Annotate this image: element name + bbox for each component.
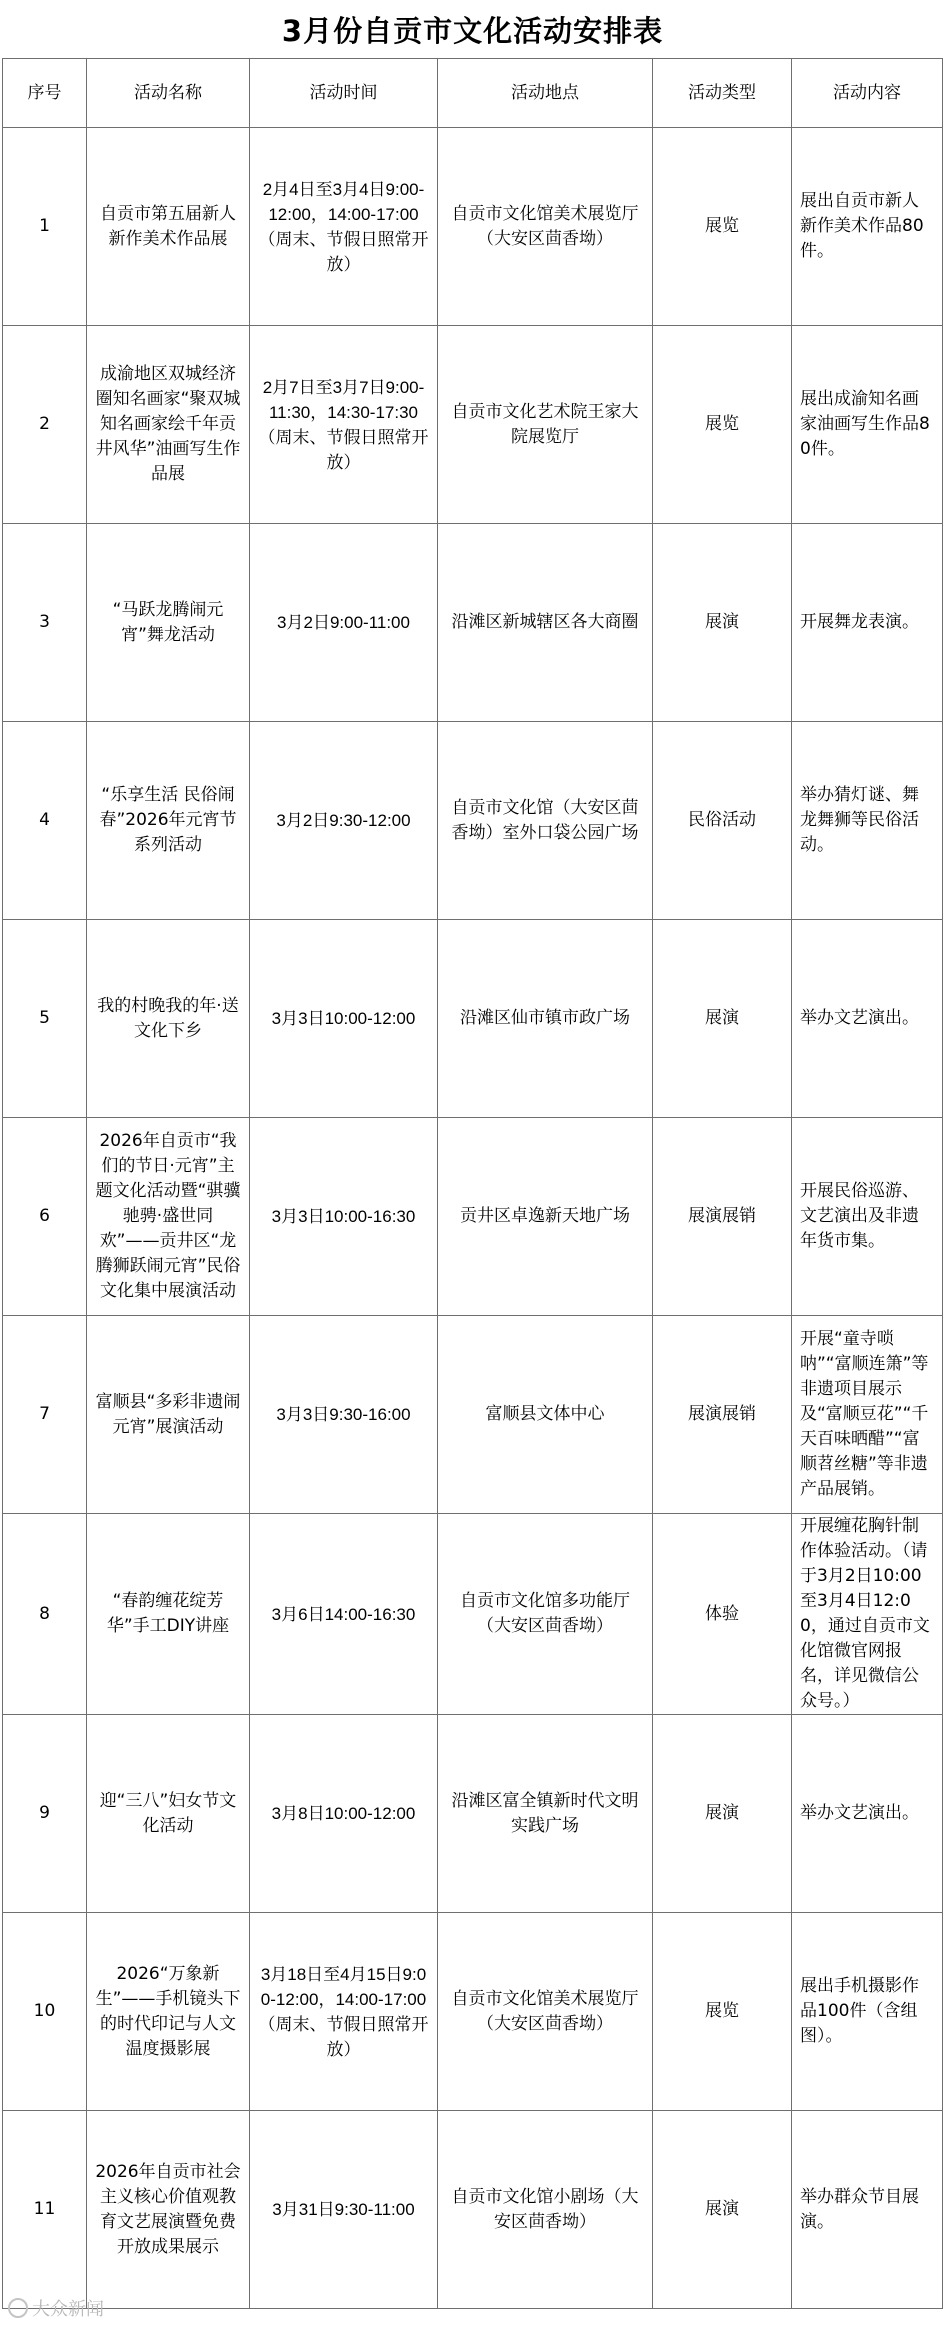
cell-activity-type: 展览: [653, 128, 792, 326]
table-row: [3, 722, 943, 920]
cell-no: 5: [3, 920, 87, 1118]
cell-activity-place: 自贡市文化馆（大安区茴香坳）室外口袋公园广场: [438, 722, 653, 920]
cell-activity-name: 成渝地区双城经济圈知名画家“聚双城知名画家绘千年贡井风华”油画写生作品展: [87, 326, 250, 524]
table-row: [3, 524, 943, 722]
schedule-table: [2, 58, 943, 2309]
cell-activity-content: 开展缠花胸针制作体验活动。（请于3月2日10:00至3月4日12:00，通过自贡市文化馆微官网报名，详见微信公众号。）: [792, 1514, 943, 1715]
cell-activity-time: 3月31日9:30-11:00: [250, 2111, 438, 2309]
table-row: [3, 1715, 943, 1913]
cell-no: 8: [3, 1514, 87, 1715]
cell-activity-time: 2月4日至3月4日9:00-12:00，14:00-17:00（周末、节假日照常开放）: [250, 128, 438, 326]
cell-activity-place: 沿滩区仙市镇市政广场: [438, 920, 653, 1118]
cell-no: 11: [3, 2111, 87, 2309]
cell-activity-place: 沿滩区富全镇新时代文明实践广场: [438, 1715, 653, 1913]
cell-no: 6: [3, 1118, 87, 1316]
cell-activity-time: 3月6日14:00-16:30: [250, 1514, 438, 1715]
cell-activity-type: 展演展销: [653, 1118, 792, 1316]
cell-activity-type: 展演: [653, 524, 792, 722]
cell-activity-place: 自贡市文化艺术院王家大院展览厅: [438, 326, 653, 524]
table-row: [3, 326, 943, 524]
cell-activity-type: 展演: [653, 920, 792, 1118]
table-row: [3, 1514, 943, 1715]
table-row: [3, 1316, 943, 1514]
header-row: [3, 59, 943, 128]
cell-activity-content: 举办猜灯谜、舞龙舞狮等民俗活动。: [792, 722, 943, 920]
cell-no: 3: [3, 524, 87, 722]
cell-activity-place: 富顺县文体中心: [438, 1316, 653, 1514]
cell-activity-name: 自贡市第五届新人新作美术作品展: [87, 128, 250, 326]
header-no: 序号: [3, 59, 87, 128]
cell-activity-name: 2026“万象新生”——手机镜头下的时代印记与人文温度摄影展: [87, 1913, 250, 2111]
table-row: [3, 2111, 943, 2309]
cell-activity-content: 展出手机摄影作品100件（含组图）。: [792, 1913, 943, 2111]
watermark-logo-icon: [8, 2298, 28, 2318]
cell-activity-content: 举办文艺演出。: [792, 1715, 943, 1913]
cell-activity-place: 自贡市文化馆美术展览厅（大安区茴香坳）: [438, 1913, 653, 2111]
cell-activity-name: “马跃龙腾闹元宵”舞龙活动: [87, 524, 250, 722]
header-place: 活动地点: [438, 59, 653, 128]
table-row: [3, 1913, 943, 2111]
cell-activity-content: 开展舞龙表演。: [792, 524, 943, 722]
cell-activity-place: 自贡市文化馆美术展览厅（大安区茴香坳）: [438, 128, 653, 326]
cell-activity-type: 展览: [653, 326, 792, 524]
table-row: [3, 1118, 943, 1316]
header-type: 活动类型: [653, 59, 792, 128]
cell-activity-time: 3月3日10:00-16:30: [250, 1118, 438, 1316]
cell-no: 10: [3, 1913, 87, 2111]
cell-no: 1: [3, 128, 87, 326]
cell-activity-content: 开展民俗巡游、文艺演出及非遗年货市集。: [792, 1118, 943, 1316]
cell-activity-type: 展览: [653, 1913, 792, 2111]
cell-activity-name: 2026年自贡市社会主义核心价值观教育文艺展演暨免费开放成果展示: [87, 2111, 250, 2309]
cell-no: 9: [3, 1715, 87, 1913]
cell-activity-content: 展出成渝知名画家油画写生作品80件。: [792, 326, 943, 524]
cell-activity-name: 2026年自贡市“我们的节日·元宵”主题文化活动暨“骐骥驰骋·盛世同欢”——贡井区“龙腾狮跃闹元宵”民俗文化集中展演活动: [87, 1118, 250, 1316]
cell-activity-name: 富顺县“多彩非遗闹元宵”展演活动: [87, 1316, 250, 1514]
cell-activity-type: 展演展销: [653, 1316, 792, 1514]
cell-activity-place: 自贡市文化馆小剧场（大安区茴香坳）: [438, 2111, 653, 2309]
cell-no: 2: [3, 326, 87, 524]
cell-activity-name: 迎“三八”妇女节文化活动: [87, 1715, 250, 1913]
cell-activity-time: 3月2日9:30-12:00: [250, 722, 438, 920]
cell-activity-place: 自贡市文化馆多功能厅（大安区茴香坳）: [438, 1514, 653, 1715]
watermark-text: 大众新闻: [32, 2299, 104, 2320]
header-time: 活动时间: [250, 59, 438, 128]
cell-activity-time: 3月2日9:00-11:00: [250, 524, 438, 722]
cell-activity-name: “春韵缠花绽芳华”手工DIY讲座: [87, 1514, 250, 1715]
cell-activity-place: 沿滩区新城辖区各大商圈: [438, 524, 653, 722]
cell-activity-content: 开展“童寺唢呐”“富顺连箫”等非遗项目展示及“富顺豆花”“千天百味晒醋”“富顺苕丝糖”等非遗产品展销。: [792, 1316, 943, 1514]
table-row: [3, 128, 943, 326]
cell-activity-time: 2月7日至3月7日9:00-11:30，14:30-17:30（周末、节假日照常开放）: [250, 326, 438, 524]
cell-activity-type: 展演: [653, 1715, 792, 1913]
cell-activity-time: 3月8日10:00-12:00: [250, 1715, 438, 1913]
cell-no: 4: [3, 722, 87, 920]
cell-activity-content: 举办群众节目展演。: [792, 2111, 943, 2309]
cell-activity-name: 我的村晚我的年·送文化下乡: [87, 920, 250, 1118]
cell-activity-place: 贡井区卓逸新天地广场: [438, 1118, 653, 1316]
cell-activity-type: 体验: [653, 1514, 792, 1715]
header-content: 活动内容: [792, 59, 943, 128]
cell-activity-type: 民俗活动: [653, 722, 792, 920]
header-name: 活动名称: [87, 59, 250, 128]
cell-activity-content: 举办文艺演出。: [792, 920, 943, 1118]
cell-activity-time: 3月18日至4月15日9:00-12:00，14:00-17:00（周末、节假日照常开放）: [250, 1913, 438, 2111]
page-title: 3月份自贡市文化活动安排表: [281, 13, 664, 48]
cell-activity-content: 展出自贡市新人新作美术作品80件。: [792, 128, 943, 326]
watermark: [8, 2295, 104, 2321]
table-row: [3, 920, 943, 1118]
cell-activity-time: 3月3日10:00-12:00: [250, 920, 438, 1118]
cell-activity-type: 展演: [653, 2111, 792, 2309]
cell-activity-name: “乐享生活 民俗闹春”2026年元宵节系列活动: [87, 722, 250, 920]
cell-no: 7: [3, 1316, 87, 1514]
cell-activity-time: 3月3日9:30-16:00: [250, 1316, 438, 1514]
